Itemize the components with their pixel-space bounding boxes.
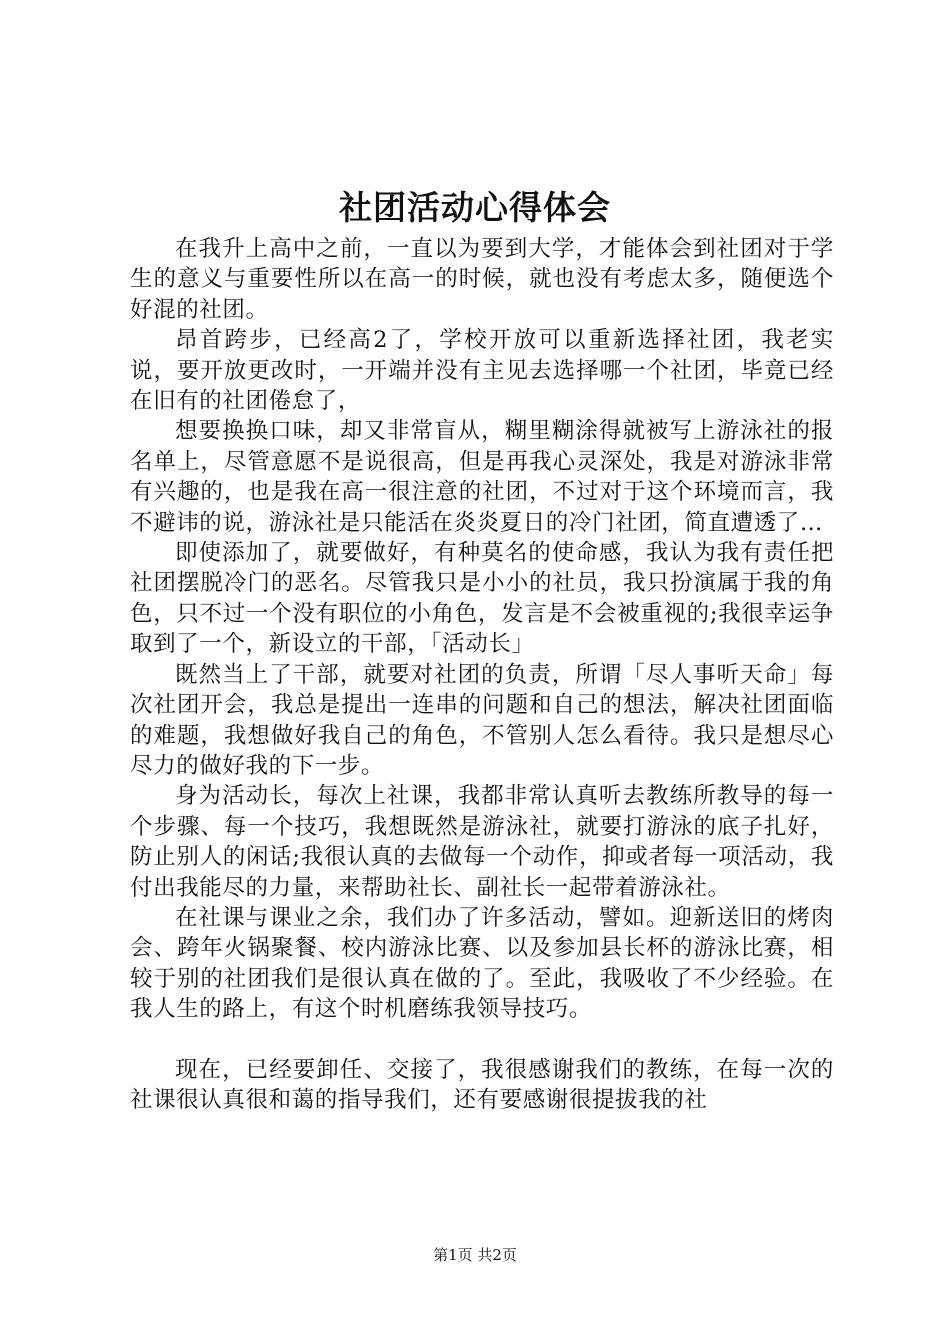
paragraph: 即使添加了，就要做好，有种莫名的使命感，我认为我有责任把社团摆脱冷门的恶名。尽管我只是小小的社员，我只扮演属于我的角色，只不过一个没有职位的小角色，发言是不会被重视的;我很幸运争取到了一个，新设立的干部，「活动长」 bbox=[130, 540, 834, 658]
paragraph: 想要换换口味，却又非常盲从，糊里糊涂得就被写上游泳社的报名单上，尽管意愿不是说很高，但是再我心灵深处，我是对游泳非常有兴趣的，也是我在高一很注意的社团，不过对于这个环境而言，我不避讳的说，游泳社是只能活在炎炎夏日的冷门社团，简直遭透了… bbox=[130, 418, 834, 536]
paragraph: 现在，已经要卸任、交接了，我很感谢我们的教练，在每一次的社课很认真很和蔼的指导我们，还有要感谢很提拔我的社 bbox=[130, 1056, 834, 1113]
paragraph: 在我升上高中之前，一直以为要到大学，才能体会到社团对于学生的意义与重要性所以在高一的时候，就也没有考虑太多，随便选个好混的社团。 bbox=[130, 236, 834, 323]
document-title: 社团活动心得体会 bbox=[339, 188, 611, 227]
paragraph: 在社课与课业之余，我们办了许多活动，譬如。迎新送旧的烤肉会、跨年火锅聚餐、校内游泳比赛、以及参加县长杯的游泳比赛，相较于别的社团我们是很认真在做的了。至此，我吸收了不少经验。在我人生的路上，有这个时机磨练我领导技巧。 bbox=[130, 904, 834, 1023]
paragraph: 既然当上了干部，就要对社团的负责，所谓「尽人事听天命」每次社团开会，我总是提出一连串的问题和自己的想法，解决社团面临的难题，我想做好我自己的角色，不管别人怎么看待。我只是想尽心尽力的做好我的下一步。 bbox=[130, 661, 834, 779]
paragraph: 身为活动长，每次上社课，我都非常认真听去教练所教导的每一个步骤、每一个技巧，我想既然是游泳社，就要打游泳的底子扎好，防止别人的闲话;我很认真的去做每一个动作，抑或者每一项活动，我付出我能尽的力量，来帮助社长、副社长一起带着游泳社。 bbox=[130, 783, 834, 901]
paragraph: 昂首跨步，已经高2了，学校开放可以重新选择社团，我老实说，要开放更改时，一开端并没有主见去选择哪一个社团，毕竟已经在旧有的社团倦怠了， bbox=[130, 327, 834, 415]
page-number-footer: 第1页 共2页 bbox=[433, 1246, 517, 1264]
document-body bbox=[130, 234, 834, 1115]
